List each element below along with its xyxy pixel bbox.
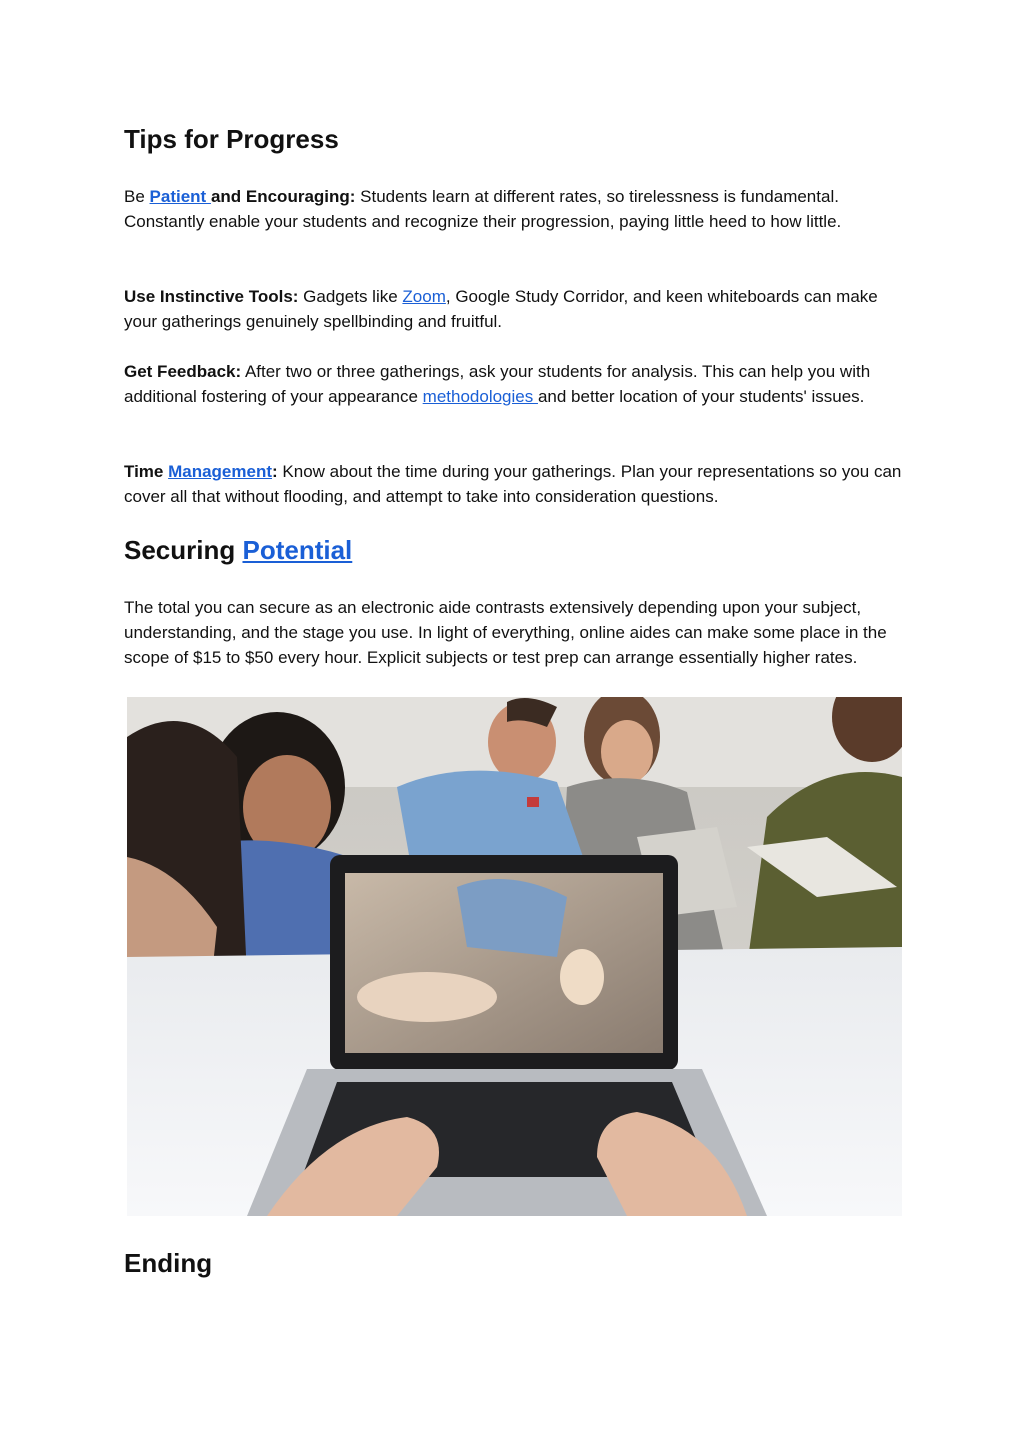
classroom-laptop-photo	[127, 697, 902, 1216]
securing-paragraph: The total you can secure as an electronic aide contrasts extensively depending upon your subject, understanding, and the stage you use. In light of everything, online aides can make some place in the scope of $15 to $50 every hour. Explicit subjects or test prep can arrange essentially higher rates.	[124, 598, 887, 667]
tip-text: and better location of your students' issues.	[537, 387, 865, 406]
tip-text: Know about the time during your gatherings. Plan your representations so you can cover all that without flooding, and attempt to take into consideration questions.	[124, 462, 902, 506]
tip-time-paragraph	[124, 459, 904, 509]
potential-link[interactable]: Potential	[242, 535, 353, 565]
heading-ending: Ending	[124, 1248, 213, 1278]
photo-illustration	[127, 697, 902, 1216]
methodologies-link[interactable]: methodologies	[422, 387, 538, 406]
heading-tips-for-progress: Tips for Progress	[124, 124, 339, 154]
tip-bold-label: and Encouraging:	[210, 187, 356, 206]
tip-bold-label: Get Feedback:	[124, 362, 242, 381]
tip-bold-label: Time	[124, 462, 169, 481]
tip-prefix: Be	[124, 187, 150, 206]
tip-bold-colon: :	[272, 462, 278, 481]
zoom-link[interactable]: Zoom	[402, 287, 446, 306]
tip-tools-paragraph	[124, 284, 904, 334]
heading-text: Securing	[124, 535, 243, 565]
tip-text: Gadgets like	[298, 287, 403, 306]
tip-text: , Google Study Corridor, and keen whiteboards can make your gatherings genuinely spellbinding and fruitful.	[124, 287, 878, 331]
tip-patient-paragraph	[124, 184, 904, 234]
management-link[interactable]: Management	[168, 462, 273, 481]
patient-link[interactable]: Patient	[149, 187, 211, 206]
tip-bold-label: Use Instinctive Tools:	[124, 287, 299, 306]
tip-text: Students learn at different rates, so tirelessness is fundamental. Constantly enable your students and recognize their progression, paying little heed to how little.	[124, 187, 842, 231]
heading-securing-potential	[124, 535, 352, 566]
tip-feedback-paragraph	[124, 359, 904, 409]
tip-text: After two or three gatherings, ask your students for analysis. This can help you with additional fostering of your appearance	[124, 362, 871, 406]
